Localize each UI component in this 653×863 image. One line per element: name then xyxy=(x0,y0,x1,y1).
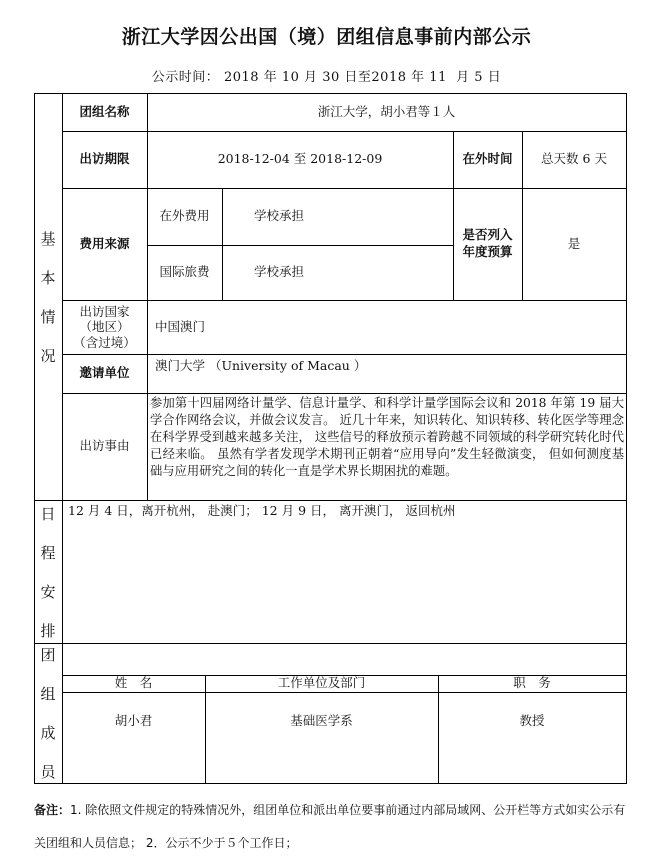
member-unit: 基础医学系 xyxy=(290,712,353,728)
member-header-name: 姓 名 xyxy=(114,675,153,691)
section-basic-label xyxy=(34,93,62,500)
table-border-bottom xyxy=(34,783,627,784)
visit-country-label-line1: 出访国家 xyxy=(79,303,130,319)
section-schedule-label xyxy=(34,500,62,643)
publicity-period xyxy=(0,66,653,85)
section-char: 组 xyxy=(40,685,56,703)
section-char: 程 xyxy=(40,543,56,562)
intl-travel-value: 学校承担 xyxy=(254,264,305,280)
visit-reason-label: 出访事由 xyxy=(79,438,130,454)
section-char: 情 xyxy=(40,307,56,326)
member-header-title: 职 务 xyxy=(513,675,551,691)
member-name: 胡小君 xyxy=(114,712,153,728)
schedule-section-bottom xyxy=(34,643,627,644)
inviting-unit-value: 澳门大学 （University of Macau ） xyxy=(155,357,367,373)
member-title: 教授 xyxy=(519,712,545,728)
visit-country-value: 中国澳门 xyxy=(155,318,206,334)
section-char: 排 xyxy=(40,621,56,640)
visit-period-value: 2018-12-04 至 2018-12-09 xyxy=(217,151,383,167)
section-char: 日 xyxy=(40,504,56,523)
start-month-unit: 月 xyxy=(304,70,318,85)
section-char: 员 xyxy=(40,763,56,781)
visit-country-label xyxy=(62,300,147,354)
section-char: 况 xyxy=(40,346,56,365)
footnote-label: 备注： xyxy=(34,803,71,817)
member-table-line xyxy=(62,692,627,693)
end-year-unit: 年 xyxy=(411,70,425,85)
section-char: 本 xyxy=(40,268,56,287)
table-border-right xyxy=(626,93,627,783)
visit-reason-value: 参加第十四届网络计量学、信息计量学、和科学计量学国际会议和 2018 年第 19 届大学合作网络会议，并做会议发言。 近几十年来，知识转化、知识转移、转化医学等理念在科学界受到越来越多关注， 这些信号的释放预示着跨越不同领域的科学研究转化时代已经来临。 虽然有学者发现学术期刊正朝着“应用导向”发生轻微演变， 但如何测度基础与应用研究之间的转化一直是学术界长期困扰的难题。 xyxy=(150,396,624,478)
start-month: 10 xyxy=(281,70,300,85)
annual-budget-value: 是 xyxy=(567,235,581,251)
section-char: 基 xyxy=(40,229,56,248)
annual-budget-label-line2: 年度预算 xyxy=(462,244,513,259)
page-title: 浙江大学因公出国（境）团组信息事前内部公示 xyxy=(121,26,532,48)
start-year-unit: 年 xyxy=(263,70,278,85)
visit-period-label: 出访期限 xyxy=(79,151,130,167)
footnote xyxy=(34,794,634,860)
abroad-time-value: 总天数 6 天 xyxy=(541,151,607,167)
abroad-time-label: 在外时间 xyxy=(462,151,513,167)
visit-country-label-line3: （含过境） xyxy=(73,334,136,350)
group-name-value: 浙江大学，胡小君等１人 xyxy=(317,103,456,119)
funding-source-label: 费用来源 xyxy=(79,235,130,251)
section-members-label xyxy=(34,643,62,783)
annual-budget-label xyxy=(453,188,522,300)
start-day-unit: 日 xyxy=(344,70,358,85)
end-year: 2018 xyxy=(371,70,407,85)
start-year: 2018 xyxy=(223,70,260,85)
period-prefix: 公示时间： xyxy=(151,70,220,85)
member-header-unit: 工作单位及部门 xyxy=(277,675,366,691)
end-day: 5 xyxy=(474,70,484,85)
end-day-unit: 日 xyxy=(487,70,502,85)
schedule-text: 12 月 4 日，离开杭州， 赴澳门； 12 月 9 日， 离开澳门， 返回杭州 xyxy=(68,502,456,518)
inviting-unit-label: 邀请单位 xyxy=(79,365,130,381)
intl-travel-label: 国际旅费 xyxy=(159,264,210,280)
group-name-label: 团组名称 xyxy=(79,103,130,119)
annual-budget-label-line1: 是否列入 xyxy=(462,227,513,243)
period-to: 至 xyxy=(357,70,372,85)
abroad-cost-label: 在外费用 xyxy=(159,208,210,224)
section-char: 团 xyxy=(40,646,56,664)
section-char: 成 xyxy=(40,724,56,742)
visit-country-label-line2: （地区） xyxy=(79,319,130,335)
footnote-text: 1. 除依照文件规定的特殊情况外，组团单位和派出单位要事前通过内部局域网、公开栏等方式如实公示有关团组和人员信息； 2．公示不少于５个工作日； xyxy=(34,803,626,850)
abroad-cost-value: 学校承担 xyxy=(254,208,305,224)
start-day: 30 xyxy=(322,70,340,85)
section-char: 安 xyxy=(40,582,56,601)
end-month: 11 xyxy=(429,70,447,85)
end-month-unit: 月 xyxy=(456,70,470,85)
